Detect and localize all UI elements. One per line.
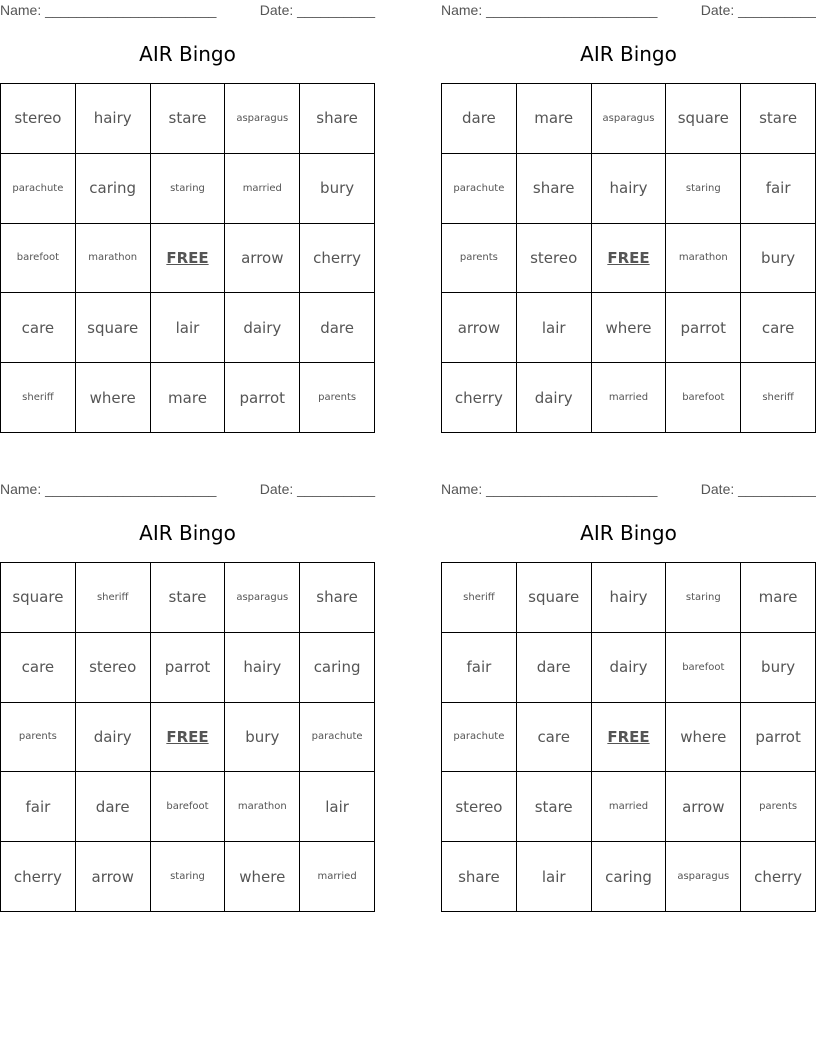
bingo-cell: dare	[300, 293, 375, 363]
bingo-cell: caring	[76, 154, 151, 224]
bingo-cell: where	[76, 363, 151, 433]
date-field: Date: __________	[259, 481, 375, 497]
bingo-cell: dairy	[225, 293, 300, 363]
name-field: Name: ______________________	[441, 481, 658, 497]
bingo-cell: marathon	[76, 224, 151, 294]
card-header	[441, 2, 816, 20]
bingo-cell: cherry	[1, 842, 76, 912]
bingo-cell: lair	[151, 293, 226, 363]
bingo-cell: hairy	[592, 154, 667, 224]
bingo-cell: square	[666, 84, 741, 154]
card-header	[441, 481, 816, 499]
bingo-grid	[441, 83, 816, 433]
bingo-cell: share	[517, 154, 592, 224]
bingo-cell: hairy	[76, 84, 151, 154]
bingo-cell: parachute	[442, 154, 517, 224]
bingo-cell: fair	[442, 633, 517, 703]
bingo-cell: asparagus	[592, 84, 667, 154]
bingo-cell: asparagus	[666, 842, 741, 912]
bingo-cell: dairy	[592, 633, 667, 703]
bingo-cell: lair	[300, 772, 375, 842]
bingo-cell: sheriff	[741, 363, 816, 433]
bingo-cell: mare	[741, 563, 816, 633]
card-title: AIR Bingo	[580, 42, 677, 66]
bingo-cell: marathon	[666, 224, 741, 294]
bingo-cell: mare	[517, 84, 592, 154]
bingo-cell: bury	[300, 154, 375, 224]
bingo-cell: fair	[741, 154, 816, 224]
date-field: Date: __________	[700, 2, 816, 18]
bingo-cell: where	[592, 293, 667, 363]
bingo-cell: married	[225, 154, 300, 224]
bingo-cell: care	[1, 633, 76, 703]
bingo-cell: parrot	[666, 293, 741, 363]
bingo-card	[441, 479, 816, 919]
bingo-cell: staring	[151, 154, 226, 224]
bingo-cell: stereo	[76, 633, 151, 703]
bingo-cell: parents	[741, 772, 816, 842]
bingo-card	[0, 479, 375, 919]
bingo-cell: parents	[1, 703, 76, 773]
bingo-cell: sheriff	[1, 363, 76, 433]
bingo-cell: cherry	[442, 363, 517, 433]
bingo-cell: staring	[666, 154, 741, 224]
bingo-grid	[0, 83, 375, 433]
card-title: AIR Bingo	[580, 521, 677, 545]
bingo-cell: parents	[300, 363, 375, 433]
bingo-cell: arrow	[442, 293, 517, 363]
bingo-cell: parrot	[225, 363, 300, 433]
bingo-card	[0, 0, 375, 440]
bingo-cell: cherry	[741, 842, 816, 912]
name-field: Name: ______________________	[0, 481, 217, 497]
bingo-cell: care	[517, 703, 592, 773]
bingo-card	[441, 0, 816, 440]
bingo-cell: square	[1, 563, 76, 633]
bingo-cell: asparagus	[225, 84, 300, 154]
free-space-cell: FREE	[592, 703, 667, 773]
bingo-cell: staring	[151, 842, 226, 912]
bingo-cell: stare	[151, 84, 226, 154]
bingo-cell: parachute	[300, 703, 375, 773]
bingo-cell: sheriff	[76, 563, 151, 633]
bingo-cell: fair	[1, 772, 76, 842]
bingo-cell: stare	[741, 84, 816, 154]
bingo-cell: married	[592, 363, 667, 433]
bingo-cell: lair	[517, 293, 592, 363]
bingo-cell: stare	[151, 563, 226, 633]
bingo-grid	[441, 562, 816, 912]
bingo-cell: sheriff	[442, 563, 517, 633]
bingo-cell: barefoot	[666, 633, 741, 703]
bingo-cell: asparagus	[225, 563, 300, 633]
card-header	[0, 2, 375, 20]
bingo-grid	[0, 562, 375, 912]
bingo-cell: hairy	[225, 633, 300, 703]
bingo-cell: dare	[517, 633, 592, 703]
bingo-cell: square	[76, 293, 151, 363]
bingo-cell: caring	[592, 842, 667, 912]
bingo-cell: married	[300, 842, 375, 912]
bingo-cell: parrot	[151, 633, 226, 703]
bingo-cell: hairy	[592, 563, 667, 633]
bingo-cell: barefoot	[1, 224, 76, 294]
card-header	[0, 481, 375, 499]
bingo-cell: share	[300, 563, 375, 633]
bingo-cell: stereo	[517, 224, 592, 294]
card-title: AIR Bingo	[139, 521, 236, 545]
date-field: Date: __________	[700, 481, 816, 497]
bingo-cell: marathon	[225, 772, 300, 842]
bingo-cell: where	[225, 842, 300, 912]
bingo-cell: married	[592, 772, 667, 842]
free-space-cell: FREE	[151, 703, 226, 773]
free-space-cell: FREE	[592, 224, 667, 294]
free-space-cell: FREE	[151, 224, 226, 294]
bingo-cell: care	[741, 293, 816, 363]
date-field: Date: __________	[259, 2, 375, 18]
bingo-cell: barefoot	[151, 772, 226, 842]
bingo-cell: stereo	[1, 84, 76, 154]
bingo-cell: bury	[225, 703, 300, 773]
bingo-cell: arrow	[76, 842, 151, 912]
bingo-cell: care	[1, 293, 76, 363]
bingo-cell: dairy	[517, 363, 592, 433]
bingo-cell: arrow	[666, 772, 741, 842]
bingo-cell: where	[666, 703, 741, 773]
bingo-cell: parachute	[442, 703, 517, 773]
bingo-cell: share	[300, 84, 375, 154]
bingo-cell: square	[517, 563, 592, 633]
bingo-cell: stereo	[442, 772, 517, 842]
name-field: Name: ______________________	[0, 2, 217, 18]
bingo-cell: bury	[741, 633, 816, 703]
bingo-cell: mare	[151, 363, 226, 433]
bingo-cell: parrot	[741, 703, 816, 773]
bingo-cell: arrow	[225, 224, 300, 294]
bingo-cell: share	[442, 842, 517, 912]
bingo-cell: bury	[741, 224, 816, 294]
bingo-cell: cherry	[300, 224, 375, 294]
bingo-cell: barefoot	[666, 363, 741, 433]
bingo-cell: stare	[517, 772, 592, 842]
card-title: AIR Bingo	[139, 42, 236, 66]
bingo-cell: caring	[300, 633, 375, 703]
bingo-cell: dairy	[76, 703, 151, 773]
name-field: Name: ______________________	[441, 2, 658, 18]
bingo-cell: dare	[442, 84, 517, 154]
bingo-cell: parents	[442, 224, 517, 294]
bingo-cell: lair	[517, 842, 592, 912]
bingo-cell: dare	[76, 772, 151, 842]
bingo-cell: parachute	[1, 154, 76, 224]
bingo-cell: staring	[666, 563, 741, 633]
